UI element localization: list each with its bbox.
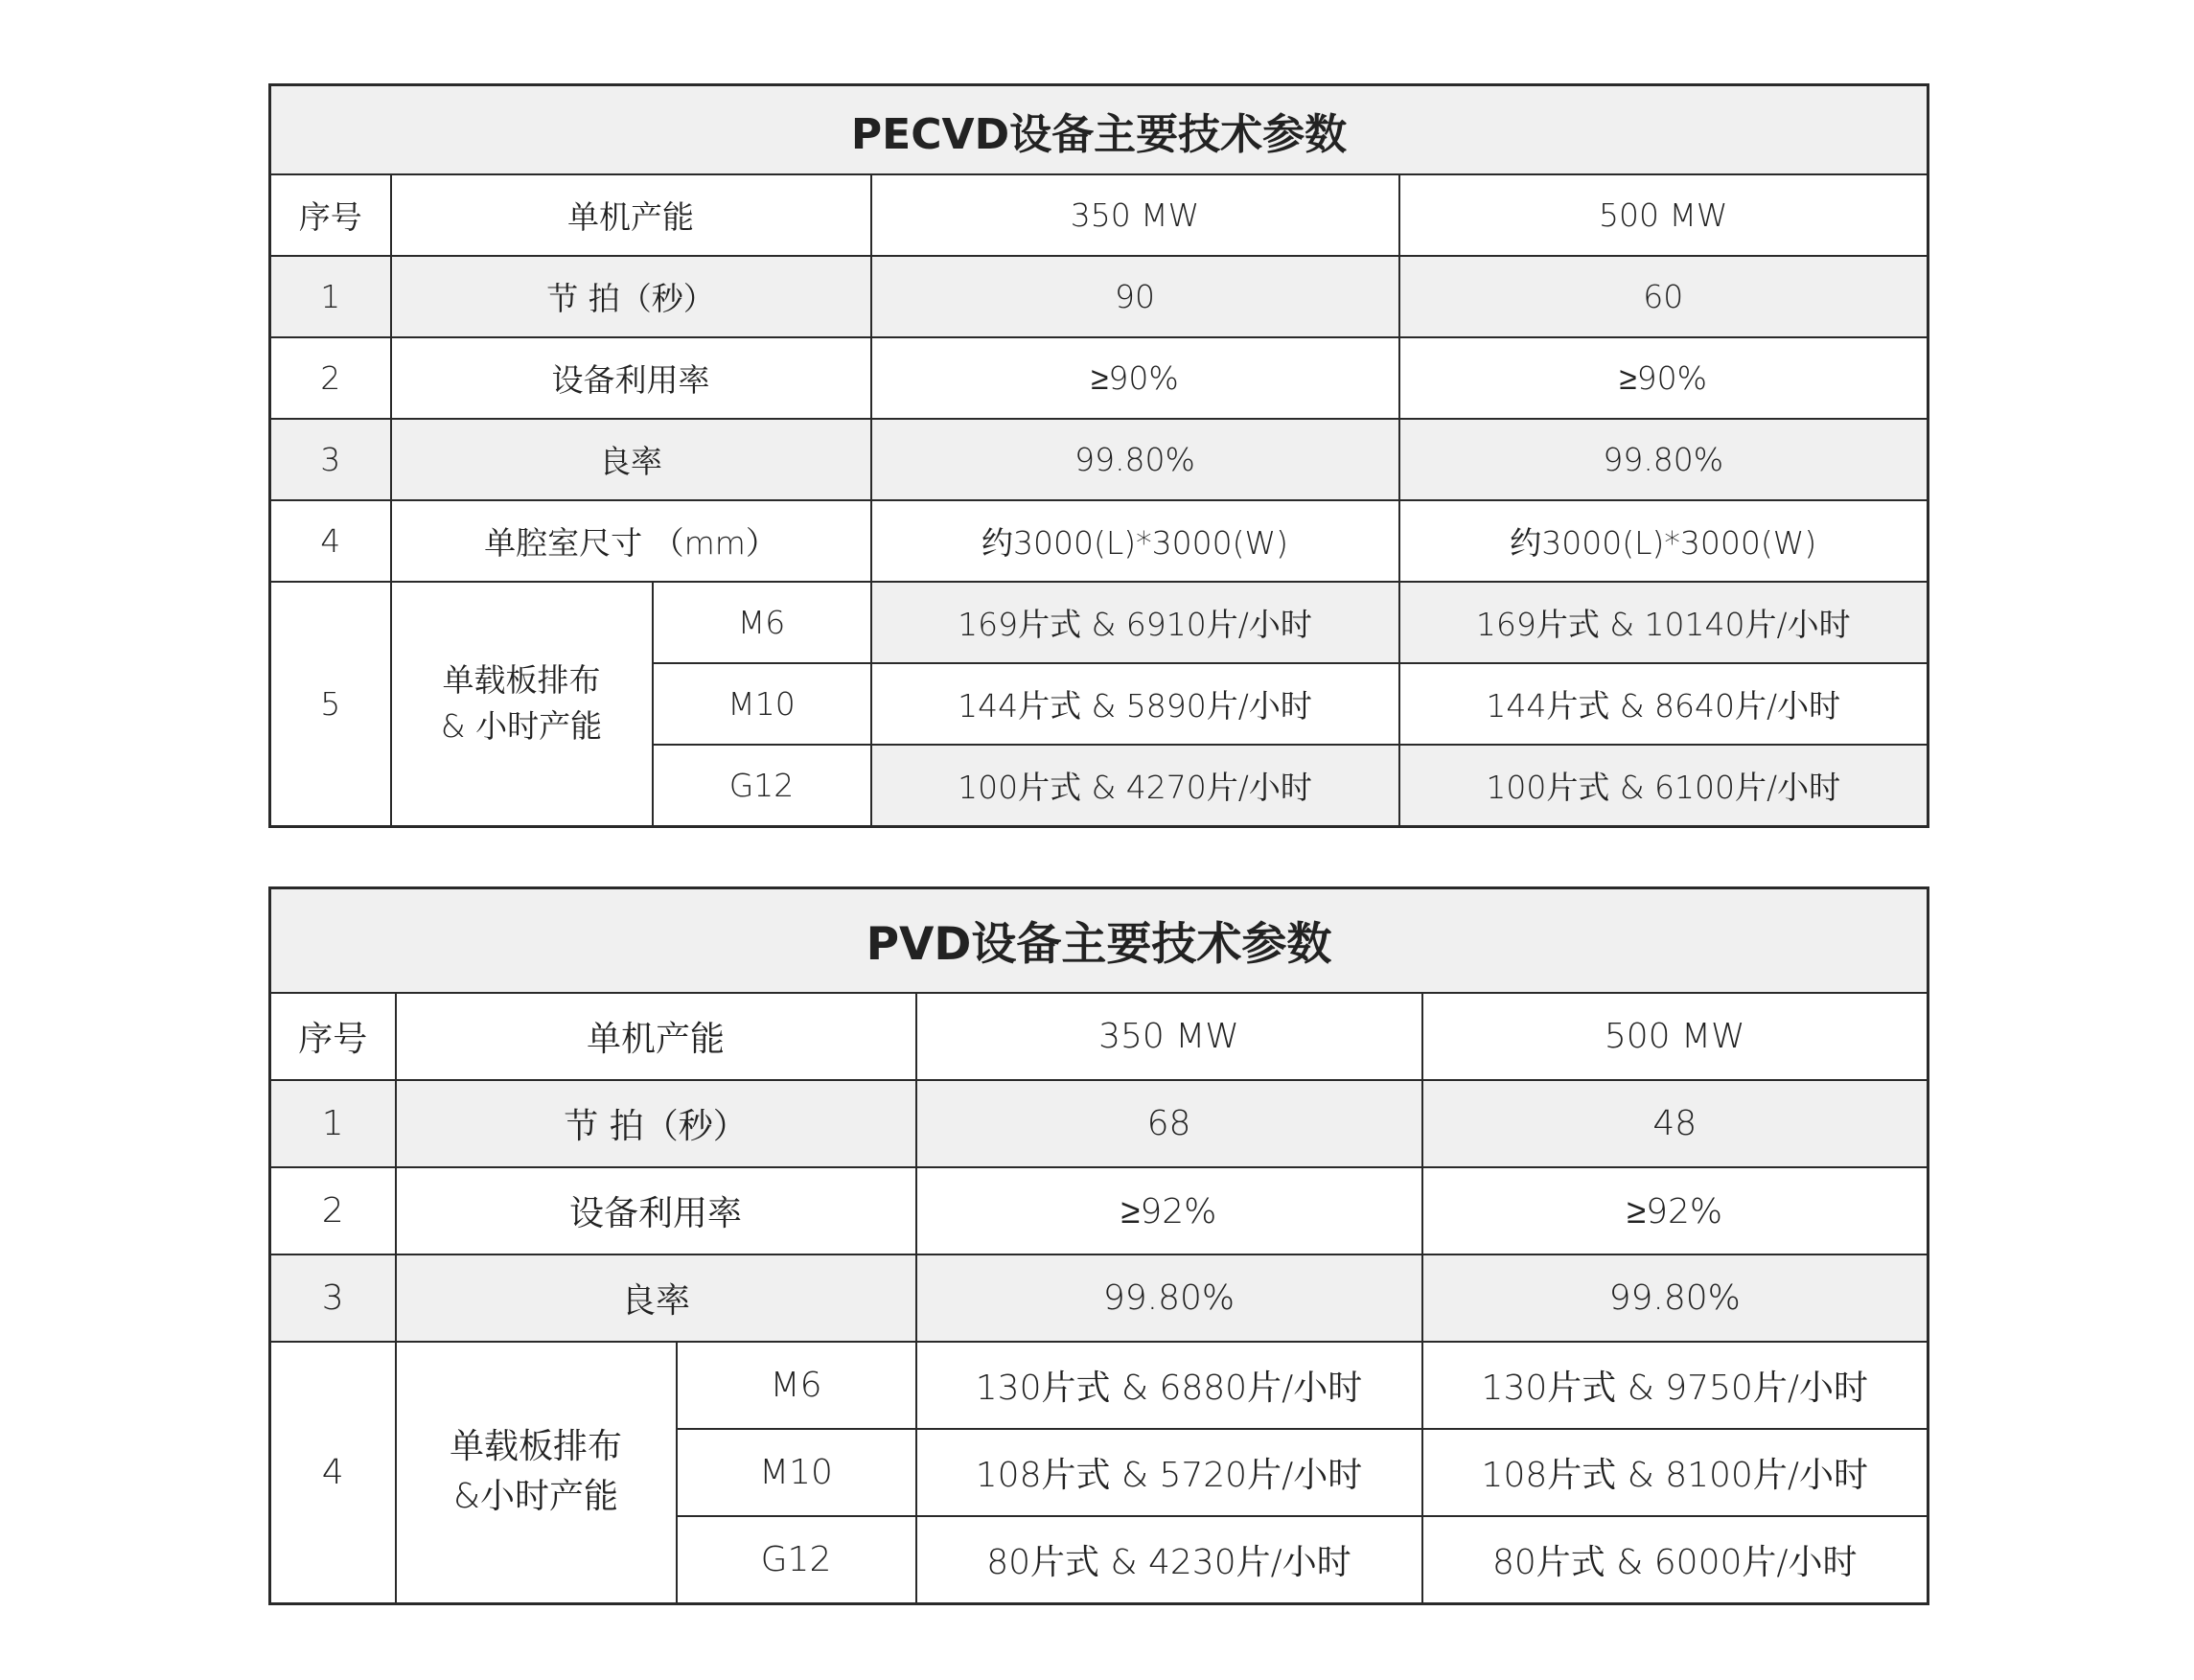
row-label: 良率	[391, 419, 871, 500]
row-label: 节 拍（秒）	[396, 1080, 916, 1167]
row-label: 节 拍（秒）	[391, 256, 871, 337]
row-index: 1	[270, 1080, 396, 1167]
row-value-500mw: 169片式 & 10140片/小时	[1399, 582, 1928, 663]
row-index: 3	[270, 419, 391, 500]
table-row	[270, 337, 1928, 419]
pecvd-spec-table	[268, 83, 1929, 828]
pvd-header-label: 单机产能	[396, 993, 916, 1080]
pecvd-header-500mw: 500 MW	[1399, 174, 1928, 256]
row-value-500mw: 130片式 & 9750片/小时	[1422, 1342, 1928, 1429]
wafer-size: G12	[677, 1516, 916, 1603]
row-label: 设备利用率	[396, 1167, 916, 1254]
row-value-350mw: 68	[916, 1080, 1422, 1167]
pvd-table-title: PVD设备主要技术参数	[270, 888, 1928, 994]
group-index: 4	[270, 1342, 396, 1603]
row-value-500mw: 60	[1399, 256, 1928, 337]
pecvd-header-label: 单机产能	[391, 174, 871, 256]
pecvd-header-350mw: 350 MW	[871, 174, 1399, 256]
table-row	[270, 582, 1928, 663]
row-value-350mw: ≥92%	[916, 1167, 1422, 1254]
row-value-350mw: 99.80%	[871, 419, 1399, 500]
row-index: 3	[270, 1254, 396, 1342]
table-row	[270, 256, 1928, 337]
pvd-header-350mw: 350 MW	[916, 993, 1422, 1080]
table-row	[270, 1167, 1928, 1254]
row-value-500mw: 80片式 & 6000片/小时	[1422, 1516, 1928, 1603]
row-index: 2	[270, 337, 391, 419]
table-row	[270, 500, 1928, 582]
pvd-spec-table	[268, 886, 1929, 1605]
pvd-header-index: 序号	[270, 993, 396, 1080]
wafer-size: G12	[653, 745, 871, 826]
row-value-500mw: 108片式 & 8100片/小时	[1422, 1429, 1928, 1516]
row-value-350mw: 169片式 & 6910片/小时	[871, 582, 1399, 663]
row-index: 1	[270, 256, 391, 337]
row-index: 4	[270, 500, 391, 582]
row-value-350mw: 144片式 & 5890片/小时	[871, 663, 1399, 745]
pecvd-table-title: PECVD设备主要技术参数	[270, 85, 1928, 175]
pecvd-header-index: 序号	[270, 174, 391, 256]
row-value-500mw: ≥90%	[1399, 337, 1928, 419]
group-index: 5	[270, 582, 391, 826]
row-value-500mw: 99.80%	[1422, 1254, 1928, 1342]
row-value-500mw: ≥92%	[1422, 1167, 1928, 1254]
wafer-size: M6	[653, 582, 871, 663]
group-label: 单载板排布 &小时产能	[396, 1342, 677, 1603]
row-value-500mw: 100片式 & 6100片/小时	[1399, 745, 1928, 826]
group-label: 单载板排布 & 小时产能	[391, 582, 653, 826]
wafer-size: M6	[677, 1342, 916, 1429]
row-value-350mw: 108片式 & 5720片/小时	[916, 1429, 1422, 1516]
row-label: 单腔室尺寸 （mm）	[391, 500, 871, 582]
row-value-350mw: 80片式 & 4230片/小时	[916, 1516, 1422, 1603]
row-value-350mw: 90	[871, 256, 1399, 337]
table-row	[270, 1254, 1928, 1342]
row-value-500mw: 约3000(L)*3000(W)	[1399, 500, 1928, 582]
row-label: 良率	[396, 1254, 916, 1342]
wafer-size: M10	[653, 663, 871, 745]
row-value-500mw: 48	[1422, 1080, 1928, 1167]
pecvd-header-row	[270, 174, 1928, 256]
row-value-350mw: 99.80%	[916, 1254, 1422, 1342]
row-value-500mw: 144片式 & 8640片/小时	[1399, 663, 1928, 745]
table-row	[270, 1342, 1928, 1429]
row-value-350mw: 100片式 & 4270片/小时	[871, 745, 1399, 826]
row-value-500mw: 99.80%	[1399, 419, 1928, 500]
table-row	[270, 1080, 1928, 1167]
wafer-size: M10	[677, 1429, 916, 1516]
row-value-350mw: 130片式 & 6880片/小时	[916, 1342, 1422, 1429]
table-row	[270, 419, 1928, 500]
row-index: 2	[270, 1167, 396, 1254]
pvd-header-row	[270, 993, 1928, 1080]
pvd-header-500mw: 500 MW	[1422, 993, 1928, 1080]
row-value-350mw: 约3000(L)*3000(W)	[871, 500, 1399, 582]
row-label: 设备利用率	[391, 337, 871, 419]
row-value-350mw: ≥90%	[871, 337, 1399, 419]
